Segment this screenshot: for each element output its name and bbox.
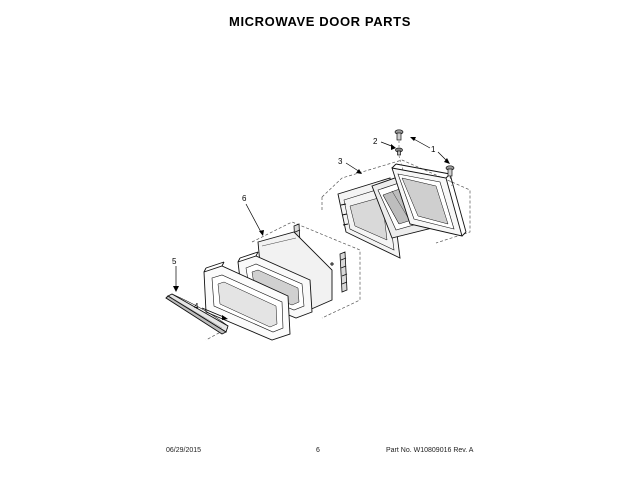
callout-5: 5 <box>172 257 177 266</box>
callout-4: 4 <box>194 302 199 311</box>
screw-right <box>446 166 454 176</box>
callout-3: 3 <box>338 157 343 166</box>
callout-6: 6 <box>242 194 247 203</box>
footer-page-number: 6 <box>316 447 320 454</box>
washer <box>396 148 403 155</box>
callout-1: 1 <box>431 145 436 154</box>
hinge-bracket-lower <box>340 252 347 292</box>
footer-date: 06/29/2015 <box>166 447 202 454</box>
footer-part-number: Part No. W10809016 Rev. A <box>386 447 474 454</box>
callout-2: 2 <box>373 137 378 146</box>
screw-left <box>395 130 403 140</box>
page-title: MICROWAVE DOOR PARTS <box>229 14 411 29</box>
